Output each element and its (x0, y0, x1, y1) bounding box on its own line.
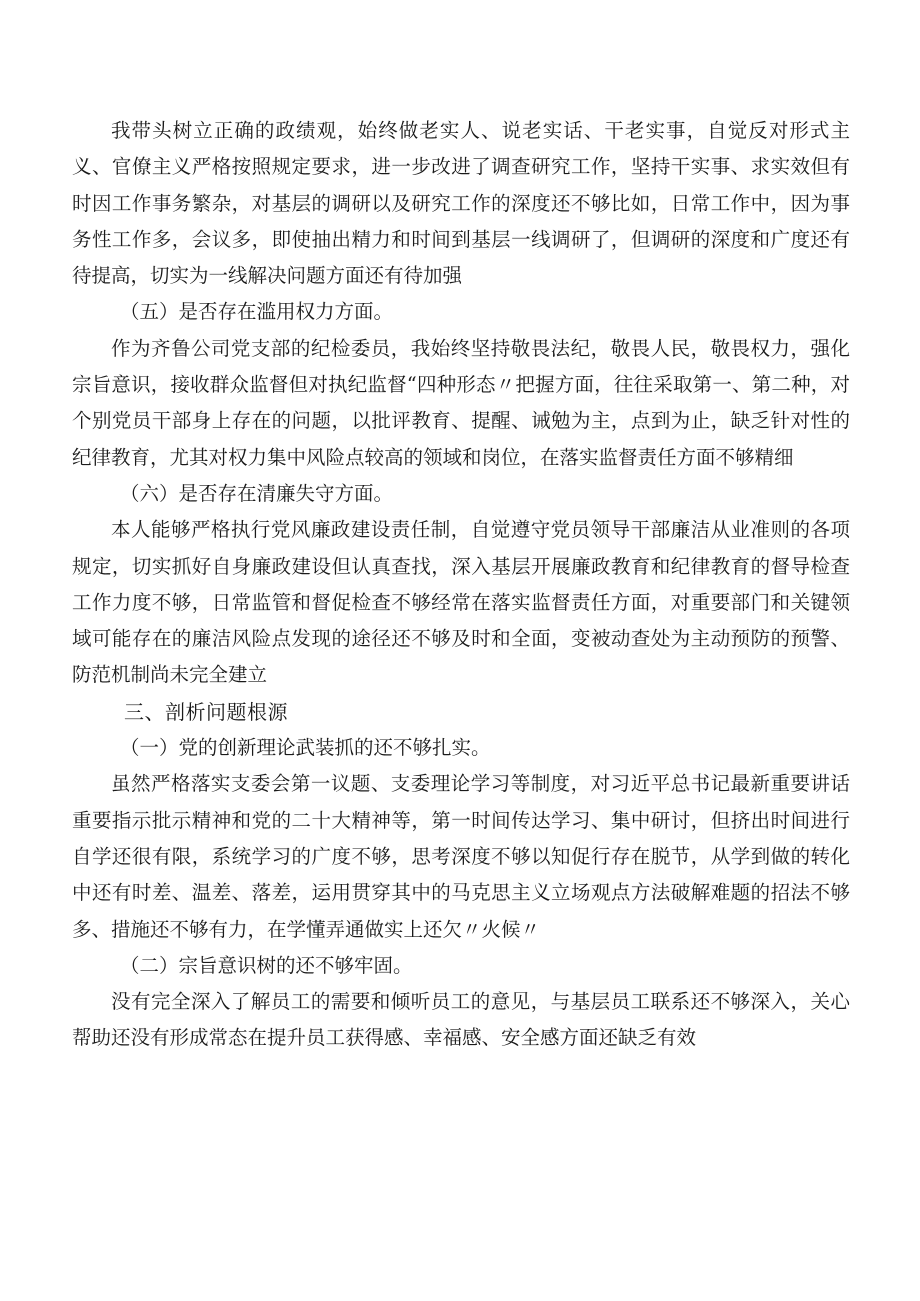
paragraph-discipline-inspection: 作为齐鲁公司党支部的纪检委员，我始终坚持敬畏法纪，敬畏人民，敬畏权力，强化宗旨意识，接收群众监督但对执纪监督“四种形态〃把握方面，往往采取第一、第二种，对个别党员干部身上存在的问题，以批评教育、提醒、诫勉为主，点到为止，缺乏针对性的纪律教育，尤其对权力集中风险点较高的领域和岗位，在落实监督责任方面不够精细 (72, 336, 850, 469)
document-body (72, 113, 850, 1057)
paragraph-political-performance: 我带头树立正确的政绩观，始终做老实人、说老实话、干老实事，自觉反对形式主义、官僚主义严格按照规定要求，进一步改进了调查研究工作，坚持干实事、求实效但有时因工作事务繁杂，对基层的调研以及研究工作的深度还不够比如，日常工作中，因为事务性工作多，会议多，即使抽出精力和时间到基层一线调研了，但调研的深度和广度还有待提高，切实为一线解决问题方面还有待加强 (72, 119, 850, 288)
paragraph-theory-study: 虽然严格落实支委会第一议题、支委理论学习等制度，对习近平总书记最新重要讲话重要指示批示精神和党的二十大精神等，第一时间传达学习、集中研讨，但挤出时间进行自学还很有限，系统学习的广度不够，思考深度不够以知促行存在脱节，从学到做的转化中还有时差、温差、落差，运用贯穿其中的马克思主义立场观点方法破解难题的招法不够多、措施还不够有力，在学懂弄通做实上还欠〃火候〃 (72, 772, 850, 941)
paragraph-purpose-awareness: 没有完全深入了解员工的需要和倾听员工的意见，与基层员工联系还不够深入，关心帮助还没有形成常态在提升员工获得感、幸福感、安全感方面还缺乏有效 (72, 990, 850, 1050)
subheading-integrity: （六）是否存在清廉失守方面。 (120, 481, 394, 505)
paragraph-clean-governance: 本人能够严格执行党风廉政建设责任制，自觉遵守党员领导干部廉洁从业准则的各项规定，切实抓好自身廉政建设但认真查找，深入基层开展廉政教育和纪律教育的督导检查工作力度不够，日常监管和督促检查不够经常在落实监督责任方面，对重要部门和关键领域可能存在的廉洁风险点发现的途径还不够及时和全面，变被动查处为主动预防的预警、防范机制尚未完全建立 (72, 518, 850, 687)
subheading-theory-study: （一）党的创新理论武装抓的还不够扎实。 (120, 736, 491, 760)
subheading-abuse-of-power: （五）是否存在滥用权力方面。 (120, 300, 394, 324)
subheading-purpose-awareness: （二）宗旨意识树的还不够牢固。 (120, 953, 413, 977)
section-heading-root-causes: 三、剖析问题根源 (124, 699, 288, 724)
